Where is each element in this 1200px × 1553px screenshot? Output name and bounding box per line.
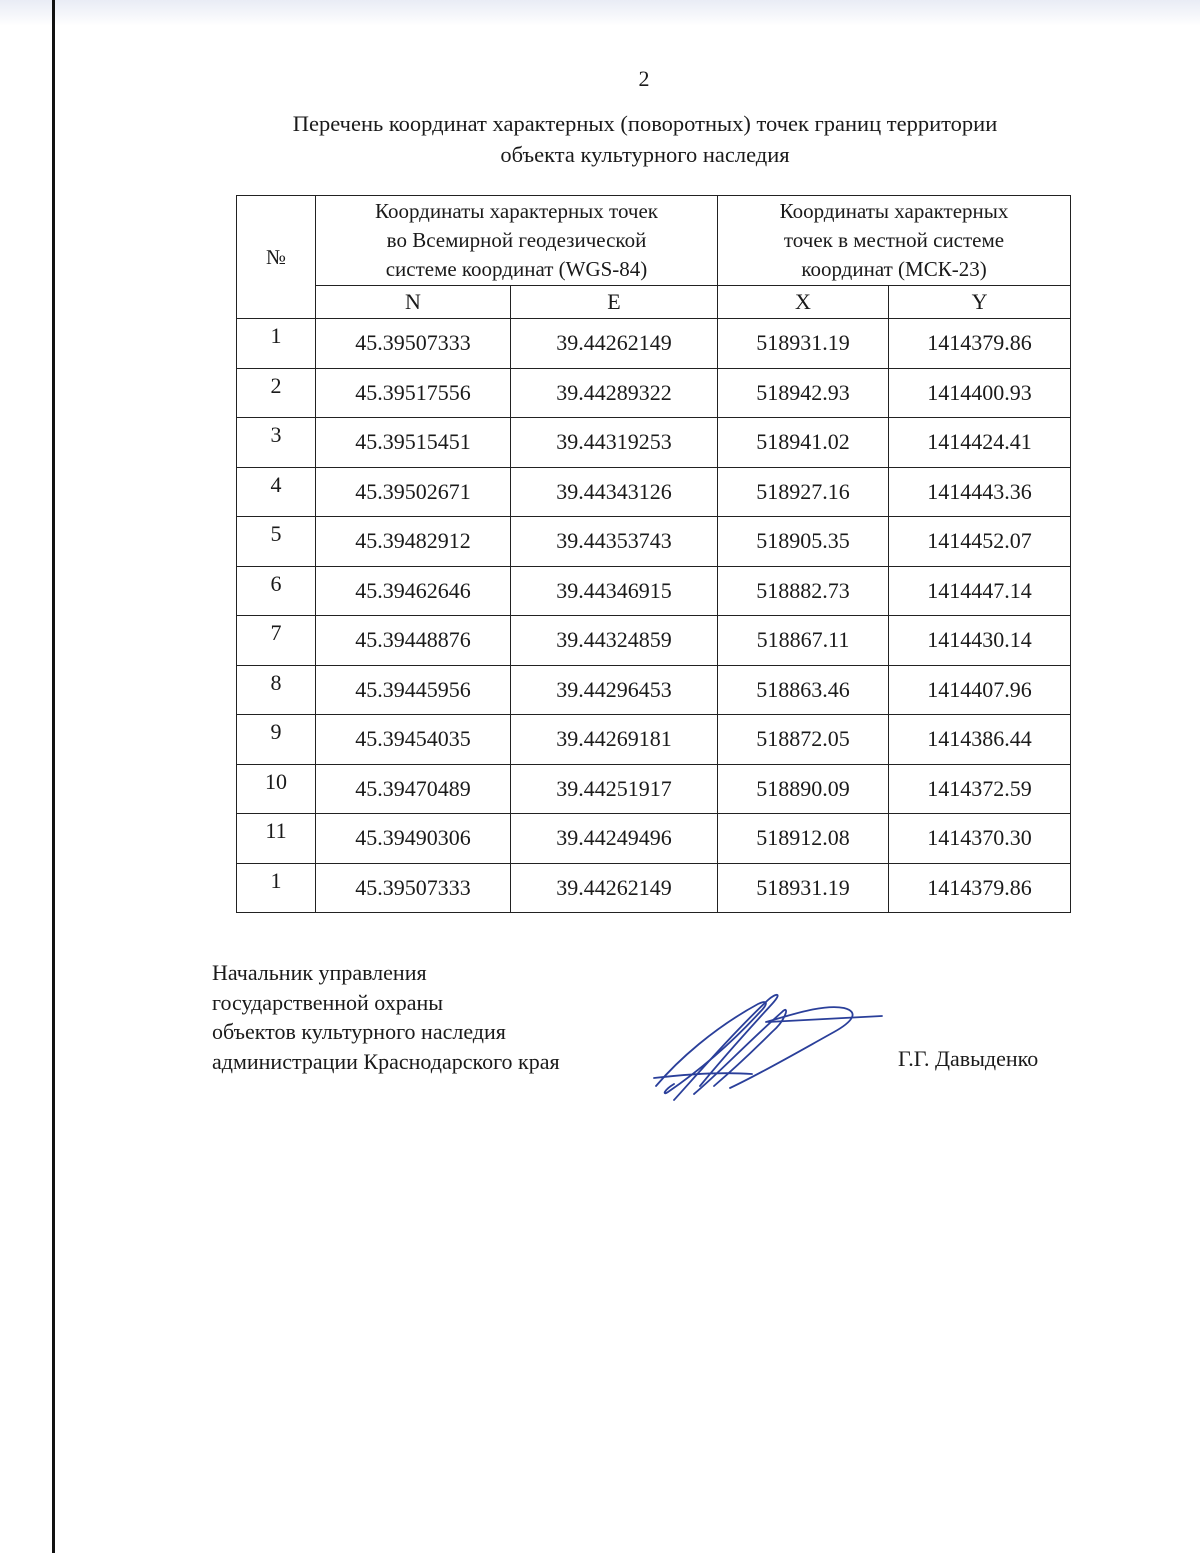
point-number: 1 bbox=[237, 863, 316, 913]
coord-x: 518927.16 bbox=[718, 467, 889, 517]
number-header: № bbox=[237, 196, 316, 319]
longitude-e: 39.44251917 bbox=[511, 764, 718, 814]
latitude-n: 45.39462646 bbox=[316, 566, 511, 616]
position-line-4: администрации Краснодарского края bbox=[212, 1048, 560, 1074]
subheader-row bbox=[237, 286, 1071, 319]
coord-y: 1414452.07 bbox=[889, 517, 1071, 567]
coord-x: 518863.46 bbox=[718, 665, 889, 715]
point-number: 8 bbox=[237, 665, 316, 715]
position-line-1: Начальник управления bbox=[212, 960, 427, 985]
coord-x: 518872.05 bbox=[718, 715, 889, 765]
point-number: 1 bbox=[237, 319, 316, 369]
coord-y: 1414379.86 bbox=[889, 319, 1071, 369]
coord-y: 1414400.93 bbox=[889, 368, 1071, 418]
latitude-n: 45.39515451 bbox=[316, 418, 511, 468]
table-row bbox=[237, 566, 1071, 616]
latitude-n: 45.39454035 bbox=[316, 715, 511, 765]
latitude-n: 45.39445956 bbox=[316, 665, 511, 715]
table-row bbox=[237, 467, 1071, 517]
point-number: 9 bbox=[237, 715, 316, 765]
point-number: 3 bbox=[237, 418, 316, 468]
coord-x: 518890.09 bbox=[718, 764, 889, 814]
latitude-n: 45.39490306 bbox=[316, 814, 511, 864]
msk-header-line-3: координат (МСК-23) bbox=[801, 257, 987, 281]
coordinates-table bbox=[236, 195, 1071, 913]
latitude-n: 45.39517556 bbox=[316, 368, 511, 418]
latitude-n: 45.39470489 bbox=[316, 764, 511, 814]
point-number: 5 bbox=[237, 517, 316, 567]
handwritten-signature bbox=[648, 990, 886, 1102]
table-row bbox=[237, 863, 1071, 913]
signatory-position bbox=[212, 958, 560, 1076]
longitude-e: 39.44296453 bbox=[511, 665, 718, 715]
table-row bbox=[237, 616, 1071, 666]
column-header-e: E bbox=[511, 286, 718, 319]
coord-y: 1414407.96 bbox=[889, 665, 1071, 715]
longitude-e: 39.44249496 bbox=[511, 814, 718, 864]
latitude-n: 45.39507333 bbox=[316, 863, 511, 913]
document-title bbox=[230, 108, 1060, 170]
position-line-2: государственной охраны bbox=[212, 989, 444, 1015]
signature-stroke bbox=[654, 1073, 752, 1078]
latitude-n: 45.39482912 bbox=[316, 517, 511, 567]
coord-x: 518867.11 bbox=[718, 616, 889, 666]
coord-x: 518931.19 bbox=[718, 319, 889, 369]
header-row bbox=[237, 196, 1071, 286]
title-line-2: объекта культурного наследия bbox=[500, 142, 790, 167]
table-row bbox=[237, 665, 1071, 715]
position-line-3: объектов культурного наследия bbox=[212, 1019, 506, 1044]
wgs-header bbox=[316, 196, 718, 286]
longitude-e: 39.44262149 bbox=[511, 863, 718, 913]
title-line-1: Перечень координат характерных (поворотных) точек границ территории bbox=[292, 111, 998, 136]
coord-x: 518941.02 bbox=[718, 418, 889, 468]
wgs-header-line-2: во Всемирной геодезической bbox=[386, 228, 647, 252]
longitude-e: 39.44324859 bbox=[511, 616, 718, 666]
point-number: 6 bbox=[237, 566, 316, 616]
latitude-n: 45.39502671 bbox=[316, 467, 511, 517]
table-row bbox=[237, 715, 1071, 765]
coord-y: 1414372.59 bbox=[889, 764, 1071, 814]
page-number: 2 bbox=[638, 66, 650, 91]
table-row bbox=[237, 319, 1071, 369]
latitude-n: 45.39448876 bbox=[316, 616, 511, 666]
table-row bbox=[237, 418, 1071, 468]
coord-y: 1414386.44 bbox=[889, 715, 1071, 765]
coord-y: 1414379.86 bbox=[889, 863, 1071, 913]
column-header-n: N bbox=[316, 286, 511, 319]
scan-shadow bbox=[0, 0, 1200, 26]
coord-y: 1414424.41 bbox=[889, 418, 1071, 468]
coord-x: 518912.08 bbox=[718, 814, 889, 864]
longitude-e: 39.44269181 bbox=[511, 715, 718, 765]
point-number: 7 bbox=[237, 616, 316, 666]
column-header-x: X bbox=[718, 286, 889, 319]
column-header-y: Y bbox=[889, 286, 1071, 319]
msk-header-line-2: точек в местной системе bbox=[783, 228, 1005, 252]
table-row bbox=[237, 368, 1071, 418]
coord-y: 1414447.14 bbox=[889, 566, 1071, 616]
coord-y: 1414430.14 bbox=[889, 616, 1071, 666]
coord-y: 1414370.30 bbox=[889, 814, 1071, 864]
table-row bbox=[237, 814, 1071, 864]
signer-name: Г.Г. Давыденко bbox=[898, 1046, 1039, 1071]
table-row bbox=[237, 517, 1071, 567]
wgs-header-line-3: системе координат (WGS-84) bbox=[385, 257, 648, 281]
longitude-e: 39.44343126 bbox=[511, 467, 718, 517]
msk-header bbox=[718, 196, 1071, 286]
coord-x: 518905.35 bbox=[718, 517, 889, 567]
point-number: 10 bbox=[237, 764, 316, 814]
longitude-e: 39.44353743 bbox=[511, 517, 718, 567]
point-number: 2 bbox=[237, 368, 316, 418]
point-number: 11 bbox=[237, 814, 316, 864]
coord-y: 1414443.36 bbox=[889, 467, 1071, 517]
binding-edge bbox=[52, 0, 55, 1553]
msk-header-line-1: Координаты характерных bbox=[779, 199, 1009, 223]
coord-x: 518942.93 bbox=[718, 368, 889, 418]
longitude-e: 39.44319253 bbox=[511, 418, 718, 468]
latitude-n: 45.39507333 bbox=[316, 319, 511, 369]
longitude-e: 39.44262149 bbox=[511, 319, 718, 369]
longitude-e: 39.44289322 bbox=[511, 368, 718, 418]
longitude-e: 39.44346915 bbox=[511, 566, 718, 616]
table-row bbox=[237, 764, 1071, 814]
wgs-header-line-1: Координаты характерных точек bbox=[375, 199, 658, 223]
point-number: 4 bbox=[237, 467, 316, 517]
coord-x: 518882.73 bbox=[718, 566, 889, 616]
coord-x: 518931.19 bbox=[718, 863, 889, 913]
